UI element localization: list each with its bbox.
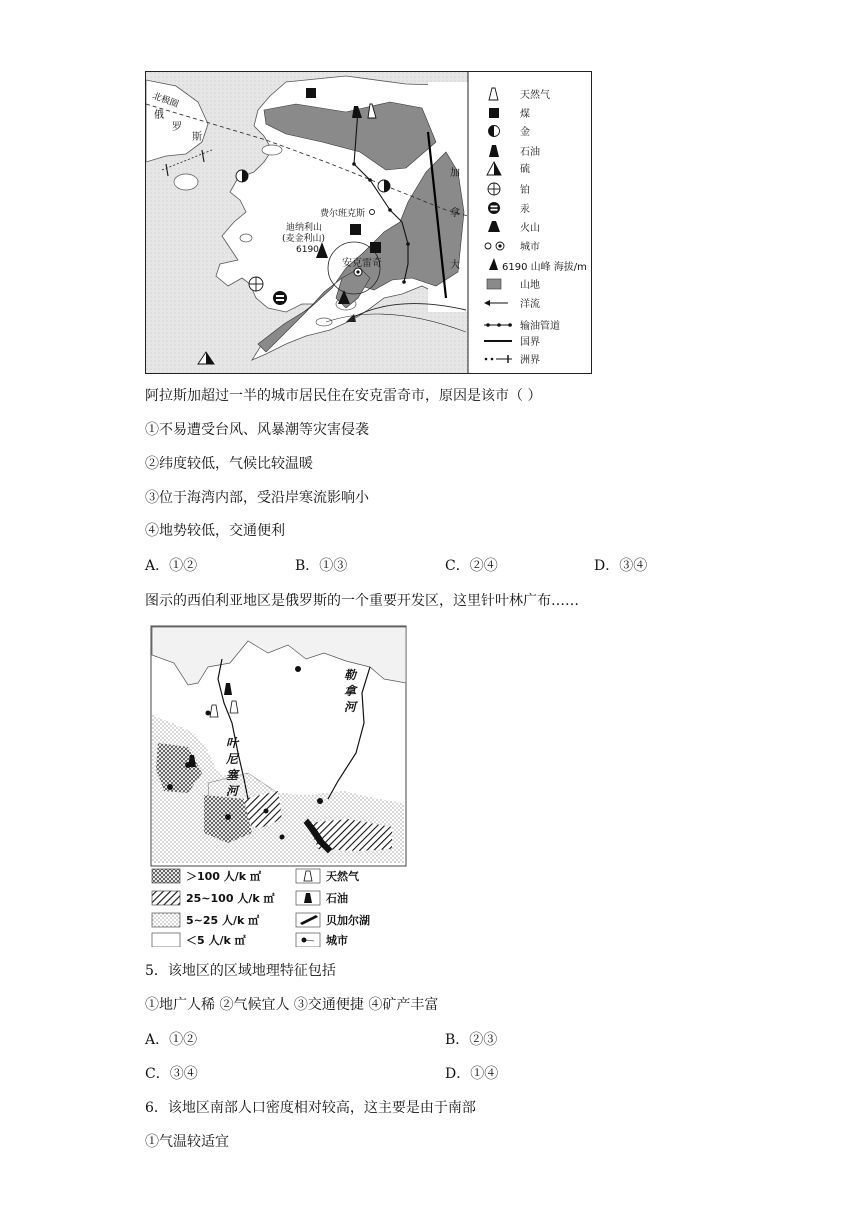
legend-label: 火山	[520, 223, 540, 234]
sulfur-icon	[487, 162, 501, 175]
russia-label: 罗	[172, 122, 182, 133]
legend-label: 石油	[326, 892, 348, 905]
city-icon	[206, 711, 211, 716]
answer-option-d[interactable]: D．③④	[594, 558, 648, 574]
mountain-icon	[487, 279, 501, 289]
legend-label: 输油管道	[520, 321, 560, 332]
legend-label: 洋流	[520, 299, 540, 310]
mercury-icon	[488, 202, 500, 214]
coal-icon	[489, 108, 499, 118]
legend-label: 国界	[520, 337, 540, 348]
platinum-icon	[488, 183, 500, 195]
city-icon	[485, 243, 491, 249]
answer-option-a[interactable]: A．①②	[145, 1032, 198, 1048]
island	[174, 174, 198, 190]
legend-label: 硫	[520, 164, 530, 175]
platinum-icon	[249, 277, 263, 291]
natural-gas-icon	[489, 88, 498, 100]
alaska-map-svg	[146, 72, 592, 374]
lena-label: 河	[344, 700, 357, 714]
gold-icon	[489, 126, 500, 137]
coal-icon	[306, 88, 316, 98]
legend-label: 汞	[520, 204, 530, 215]
density-low-icon	[152, 913, 180, 927]
question-item: ①地广人稀 ②气候宜人 ③交通便捷 ④矿产丰富	[145, 997, 439, 1013]
fairbanks-label: 费尔班克斯	[320, 209, 366, 219]
question-item: ④地势较低，交通便利	[145, 523, 285, 539]
denali-elevation-label: 6190	[296, 245, 319, 255]
yenisei-label: 河	[226, 784, 239, 798]
city-icon	[496, 242, 504, 250]
answer-option-c[interactable]: C．③④	[145, 1066, 198, 1082]
mercury-icon	[273, 291, 287, 305]
density-min-icon	[152, 933, 180, 947]
city-icon	[280, 835, 285, 840]
yenisei-label: 尼	[226, 752, 239, 766]
island	[316, 318, 332, 326]
question-item: ①不易遭受台风、风暴潮等灾害侵袭	[145, 422, 369, 438]
legend-label: 城市	[520, 242, 540, 253]
legend-label: 铂	[520, 185, 530, 196]
map2-legend	[152, 869, 370, 947]
answer-option-a[interactable]: A．①②	[145, 558, 198, 574]
answer-option-b[interactable]: B．②③	[445, 1032, 498, 1048]
russia-label: 俄	[154, 110, 164, 121]
legend-label: 城市	[326, 934, 348, 947]
question-stem: 5．该地区的区域地理特征包括	[145, 963, 336, 979]
gold-icon	[236, 170, 248, 182]
lena-label: 拿	[344, 684, 357, 698]
legend-label: 6190 山峰 海拔/m	[502, 262, 587, 273]
anchorage-label: 安克雷奇	[342, 258, 382, 269]
legend-label: 5~25 人/k ㎡	[186, 914, 260, 927]
denali-label: 迪纳利山	[286, 223, 323, 233]
legend-label: ＞100 人/k ㎡	[186, 870, 261, 883]
question-stem: 6．该地区南部人口密度相对较高，这主要是由于南部	[145, 1100, 476, 1116]
yenisei-label: 塞	[226, 768, 239, 782]
answer-option-b[interactable]: B．①③	[295, 558, 348, 574]
city-icon	[302, 938, 307, 943]
legend-label: 石油	[520, 147, 540, 158]
legend-label: 洲界	[520, 355, 540, 366]
question-item: ②纬度较低，气候比较温暖	[145, 456, 313, 472]
volcano-icon	[488, 221, 500, 232]
island	[240, 234, 252, 242]
russia-label: 斯	[192, 132, 202, 143]
city-icon	[295, 666, 301, 672]
pipeline-icon	[484, 323, 512, 327]
gold-icon	[378, 180, 390, 192]
section-intro: 图示的西伯利亚地区是俄罗斯的一个重要开发区，这里针叶林广布……	[145, 593, 579, 609]
answer-option-d[interactable]: D．①④	[445, 1066, 499, 1082]
question-stem: 阿拉斯加超过一半的城市居民住在安克雷奇市，原因是该市（ ）	[145, 388, 542, 404]
arctic-circle-label: 北极圈	[150, 91, 180, 111]
density-high-icon	[152, 869, 180, 883]
lena-label: 勒	[344, 668, 357, 682]
canada-label: 加	[450, 168, 460, 179]
city-icon	[167, 784, 173, 790]
city-icon	[264, 809, 269, 814]
yenisei-label: 叶	[226, 736, 239, 750]
legend-label: 山地	[520, 280, 540, 291]
peak-icon	[489, 258, 498, 270]
continent-border-icon	[485, 355, 512, 363]
legend-label: 25~100 人/k ㎡	[186, 892, 275, 905]
coal-icon	[350, 224, 361, 235]
ocean-current-icon	[484, 300, 508, 306]
coal-icon	[370, 242, 381, 253]
legend-label: 天然气	[326, 870, 359, 883]
legend-label: 煤	[520, 109, 530, 120]
oil-icon	[489, 145, 499, 157]
denali-alt-label: (麦金利山)	[282, 234, 326, 244]
siberia-map	[148, 623, 410, 947]
legend-label: 贝加尔湖	[326, 914, 370, 927]
density-mid-icon	[152, 891, 180, 905]
legend-label: ＜5 人/k ㎡	[186, 934, 246, 947]
question-item: ①气温较适宜	[145, 1134, 229, 1150]
canada-label: 大	[450, 260, 460, 271]
city-icon	[370, 210, 375, 215]
city-icon	[354, 268, 362, 276]
alaska-map	[145, 71, 592, 374]
city-icon	[225, 814, 231, 820]
city-icon	[185, 762, 191, 768]
island	[262, 145, 282, 155]
legend-label: 天然气	[520, 90, 550, 101]
city-icon	[317, 798, 323, 804]
siberia-map-svg	[148, 623, 410, 947]
legend-label: 金	[520, 127, 530, 138]
answer-option-c[interactable]: C．②④	[445, 558, 498, 574]
question-item: ③位于海湾内部，受沿岸寒流影响小	[145, 490, 369, 506]
map1-legend	[484, 88, 587, 366]
canada-label: 拿	[450, 208, 460, 219]
